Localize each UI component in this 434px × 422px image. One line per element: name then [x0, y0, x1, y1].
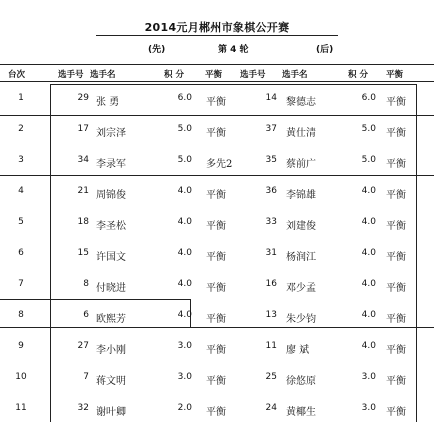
- player1-number: 17: [77, 124, 89, 134]
- table-number: 4: [18, 186, 24, 196]
- player1-score: 3.0: [177, 372, 192, 382]
- player1-score: 5.0: [177, 124, 192, 134]
- header-p1-score: 积 分: [164, 70, 184, 80]
- player2-score: 4.0: [361, 279, 376, 289]
- player1-name: 李圣松: [96, 221, 126, 232]
- player2-number: 37: [265, 124, 277, 134]
- player2-score: 4.0: [361, 341, 376, 351]
- player2-result: 平衡: [386, 159, 406, 170]
- row-rule-3: [0, 175, 434, 176]
- row-rule-1: [0, 115, 434, 116]
- player2-score: 3.0: [361, 403, 376, 413]
- player2-number: 13: [265, 310, 277, 320]
- header-p2-score: 积 分: [348, 70, 368, 80]
- player1-number: 8: [83, 279, 89, 289]
- player1-result: 平衡: [206, 314, 226, 325]
- table-number: 7: [18, 279, 24, 289]
- player2-result: 平衡: [386, 190, 406, 201]
- table-number: 10: [15, 372, 27, 382]
- header-p2-no: 选手号: [240, 70, 266, 80]
- table-row: [0, 372, 434, 388]
- header-p2-result: 平衡: [386, 70, 404, 80]
- player2-number: 36: [265, 186, 277, 196]
- player1-name: 张 勇: [96, 97, 120, 108]
- player1-score: 4.0: [177, 310, 192, 320]
- player2-number: 16: [265, 279, 277, 289]
- player2-score: 5.0: [361, 124, 376, 134]
- player2-number: 33: [265, 217, 277, 227]
- player1-name: 蒋文明: [96, 376, 126, 387]
- player2-score: 6.0: [361, 93, 376, 103]
- table-row: [0, 341, 434, 357]
- player1-name: 欧熙芳: [96, 314, 126, 325]
- table-number: 2: [18, 124, 24, 134]
- row-rule-8: [0, 327, 434, 328]
- player2-score: 4.0: [361, 186, 376, 196]
- player1-score: 2.0: [177, 403, 192, 413]
- table-row: [0, 279, 434, 295]
- header-p2-name: 选手名: [282, 70, 308, 80]
- player1-result: 平衡: [206, 283, 226, 294]
- player2-name: 刘建俊: [286, 221, 316, 232]
- player1-result: 平衡: [206, 128, 226, 139]
- player1-name: 付晓进: [96, 283, 126, 294]
- player1-name: 许国文: [96, 252, 126, 263]
- player1-score: 5.0: [177, 155, 192, 165]
- player2-result: 平衡: [386, 376, 406, 387]
- player1-number: 18: [77, 217, 89, 227]
- player1-score: 4.0: [177, 186, 192, 196]
- player2-name: 李锦雄: [286, 190, 316, 201]
- round-label: 第 4 轮: [218, 45, 249, 55]
- header-top-rule: [0, 64, 434, 65]
- player1-score: 6.0: [177, 93, 192, 103]
- table-number: 9: [18, 341, 24, 351]
- player1-number: 7: [83, 372, 89, 382]
- player1-result: 平衡: [206, 252, 226, 263]
- player1-score: 3.0: [177, 341, 192, 351]
- player1-result: 平衡: [206, 221, 226, 232]
- player1-number: 29: [77, 93, 89, 103]
- table-number: 5: [18, 217, 24, 227]
- player1-number: 34: [77, 155, 89, 165]
- table-number: 6: [18, 248, 24, 258]
- player1-number: 32: [77, 403, 89, 413]
- table-row: [0, 248, 434, 264]
- first-move-label: (先): [148, 45, 166, 55]
- player2-score: 4.0: [361, 248, 376, 258]
- player2-number: 31: [265, 248, 277, 258]
- player2-name: 蔡前广: [286, 159, 316, 170]
- table-number: 11: [15, 403, 27, 413]
- table-row: [0, 310, 434, 326]
- player2-name: 黎德志: [286, 97, 316, 108]
- second-move-label: (后): [316, 45, 334, 55]
- player2-result: 平衡: [386, 283, 406, 294]
- header-p1-name: 选手名: [90, 70, 116, 80]
- player2-name: 黄仕清: [286, 128, 316, 139]
- title-underline: [96, 35, 338, 36]
- table-row: [0, 186, 434, 202]
- table-number: 8: [18, 310, 24, 320]
- player2-result: 平衡: [386, 221, 406, 232]
- player1-result: 平衡: [206, 97, 226, 108]
- player2-name: 廖 斌: [286, 345, 310, 356]
- player1-name: 谢叶卿: [96, 407, 126, 418]
- table-row: [0, 155, 434, 171]
- player1-result: 平衡: [206, 407, 226, 418]
- player2-result: 平衡: [386, 97, 406, 108]
- player2-result: 平衡: [386, 252, 406, 263]
- player2-score: 4.0: [361, 217, 376, 227]
- player2-name: 杨润江: [286, 252, 316, 263]
- player2-result: 平衡: [386, 345, 406, 356]
- player1-name: 李录军: [96, 159, 126, 170]
- player1-score: 4.0: [177, 279, 192, 289]
- header-p1-no: 选手号: [58, 70, 84, 80]
- player1-number: 15: [77, 248, 89, 258]
- table-number: 3: [18, 155, 24, 165]
- player2-number: 14: [265, 93, 277, 103]
- row1-frame-top: [50, 84, 416, 85]
- player1-result: 平衡: [206, 190, 226, 201]
- player1-result: 多先2: [206, 159, 233, 170]
- player2-score: 5.0: [361, 155, 376, 165]
- player2-result: 平衡: [386, 407, 406, 418]
- player1-result: 平衡: [206, 376, 226, 387]
- player1-name: 周锦俊: [96, 190, 126, 201]
- player2-result: 平衡: [386, 314, 406, 325]
- player2-number: 25: [265, 372, 277, 382]
- player2-score: 4.0: [361, 310, 376, 320]
- player2-name: 黄椰生: [286, 407, 316, 418]
- player1-number: 21: [77, 186, 89, 196]
- player1-number: 27: [77, 341, 89, 351]
- document-title: 2014元月郴州市象棋公开赛: [144, 21, 290, 34]
- table-row: [0, 124, 434, 140]
- table-row: [0, 217, 434, 233]
- player2-number: 11: [265, 341, 277, 351]
- player1-name: 刘宗泽: [96, 128, 126, 139]
- table-row: [0, 93, 434, 109]
- table-row: [0, 403, 434, 419]
- header-table: 台次: [8, 70, 26, 80]
- player1-score: 4.0: [177, 248, 192, 258]
- player1-number: 6: [83, 310, 89, 320]
- player2-score: 3.0: [361, 372, 376, 382]
- player2-name: 邓少孟: [286, 283, 316, 294]
- player1-name: 李小刚: [96, 345, 126, 356]
- table-number: 1: [18, 93, 24, 103]
- player1-result: 平衡: [206, 345, 226, 356]
- row-rule-7: [0, 299, 190, 300]
- player2-number: 35: [265, 155, 277, 165]
- header-p1-result: 平衡: [205, 70, 223, 80]
- player2-name: 徐悠原: [286, 376, 316, 387]
- header-bottom-rule: [0, 81, 434, 82]
- player2-name: 朱少钧: [286, 314, 316, 325]
- player2-result: 平衡: [386, 128, 406, 139]
- player1-score: 4.0: [177, 217, 192, 227]
- player2-number: 24: [265, 403, 277, 413]
